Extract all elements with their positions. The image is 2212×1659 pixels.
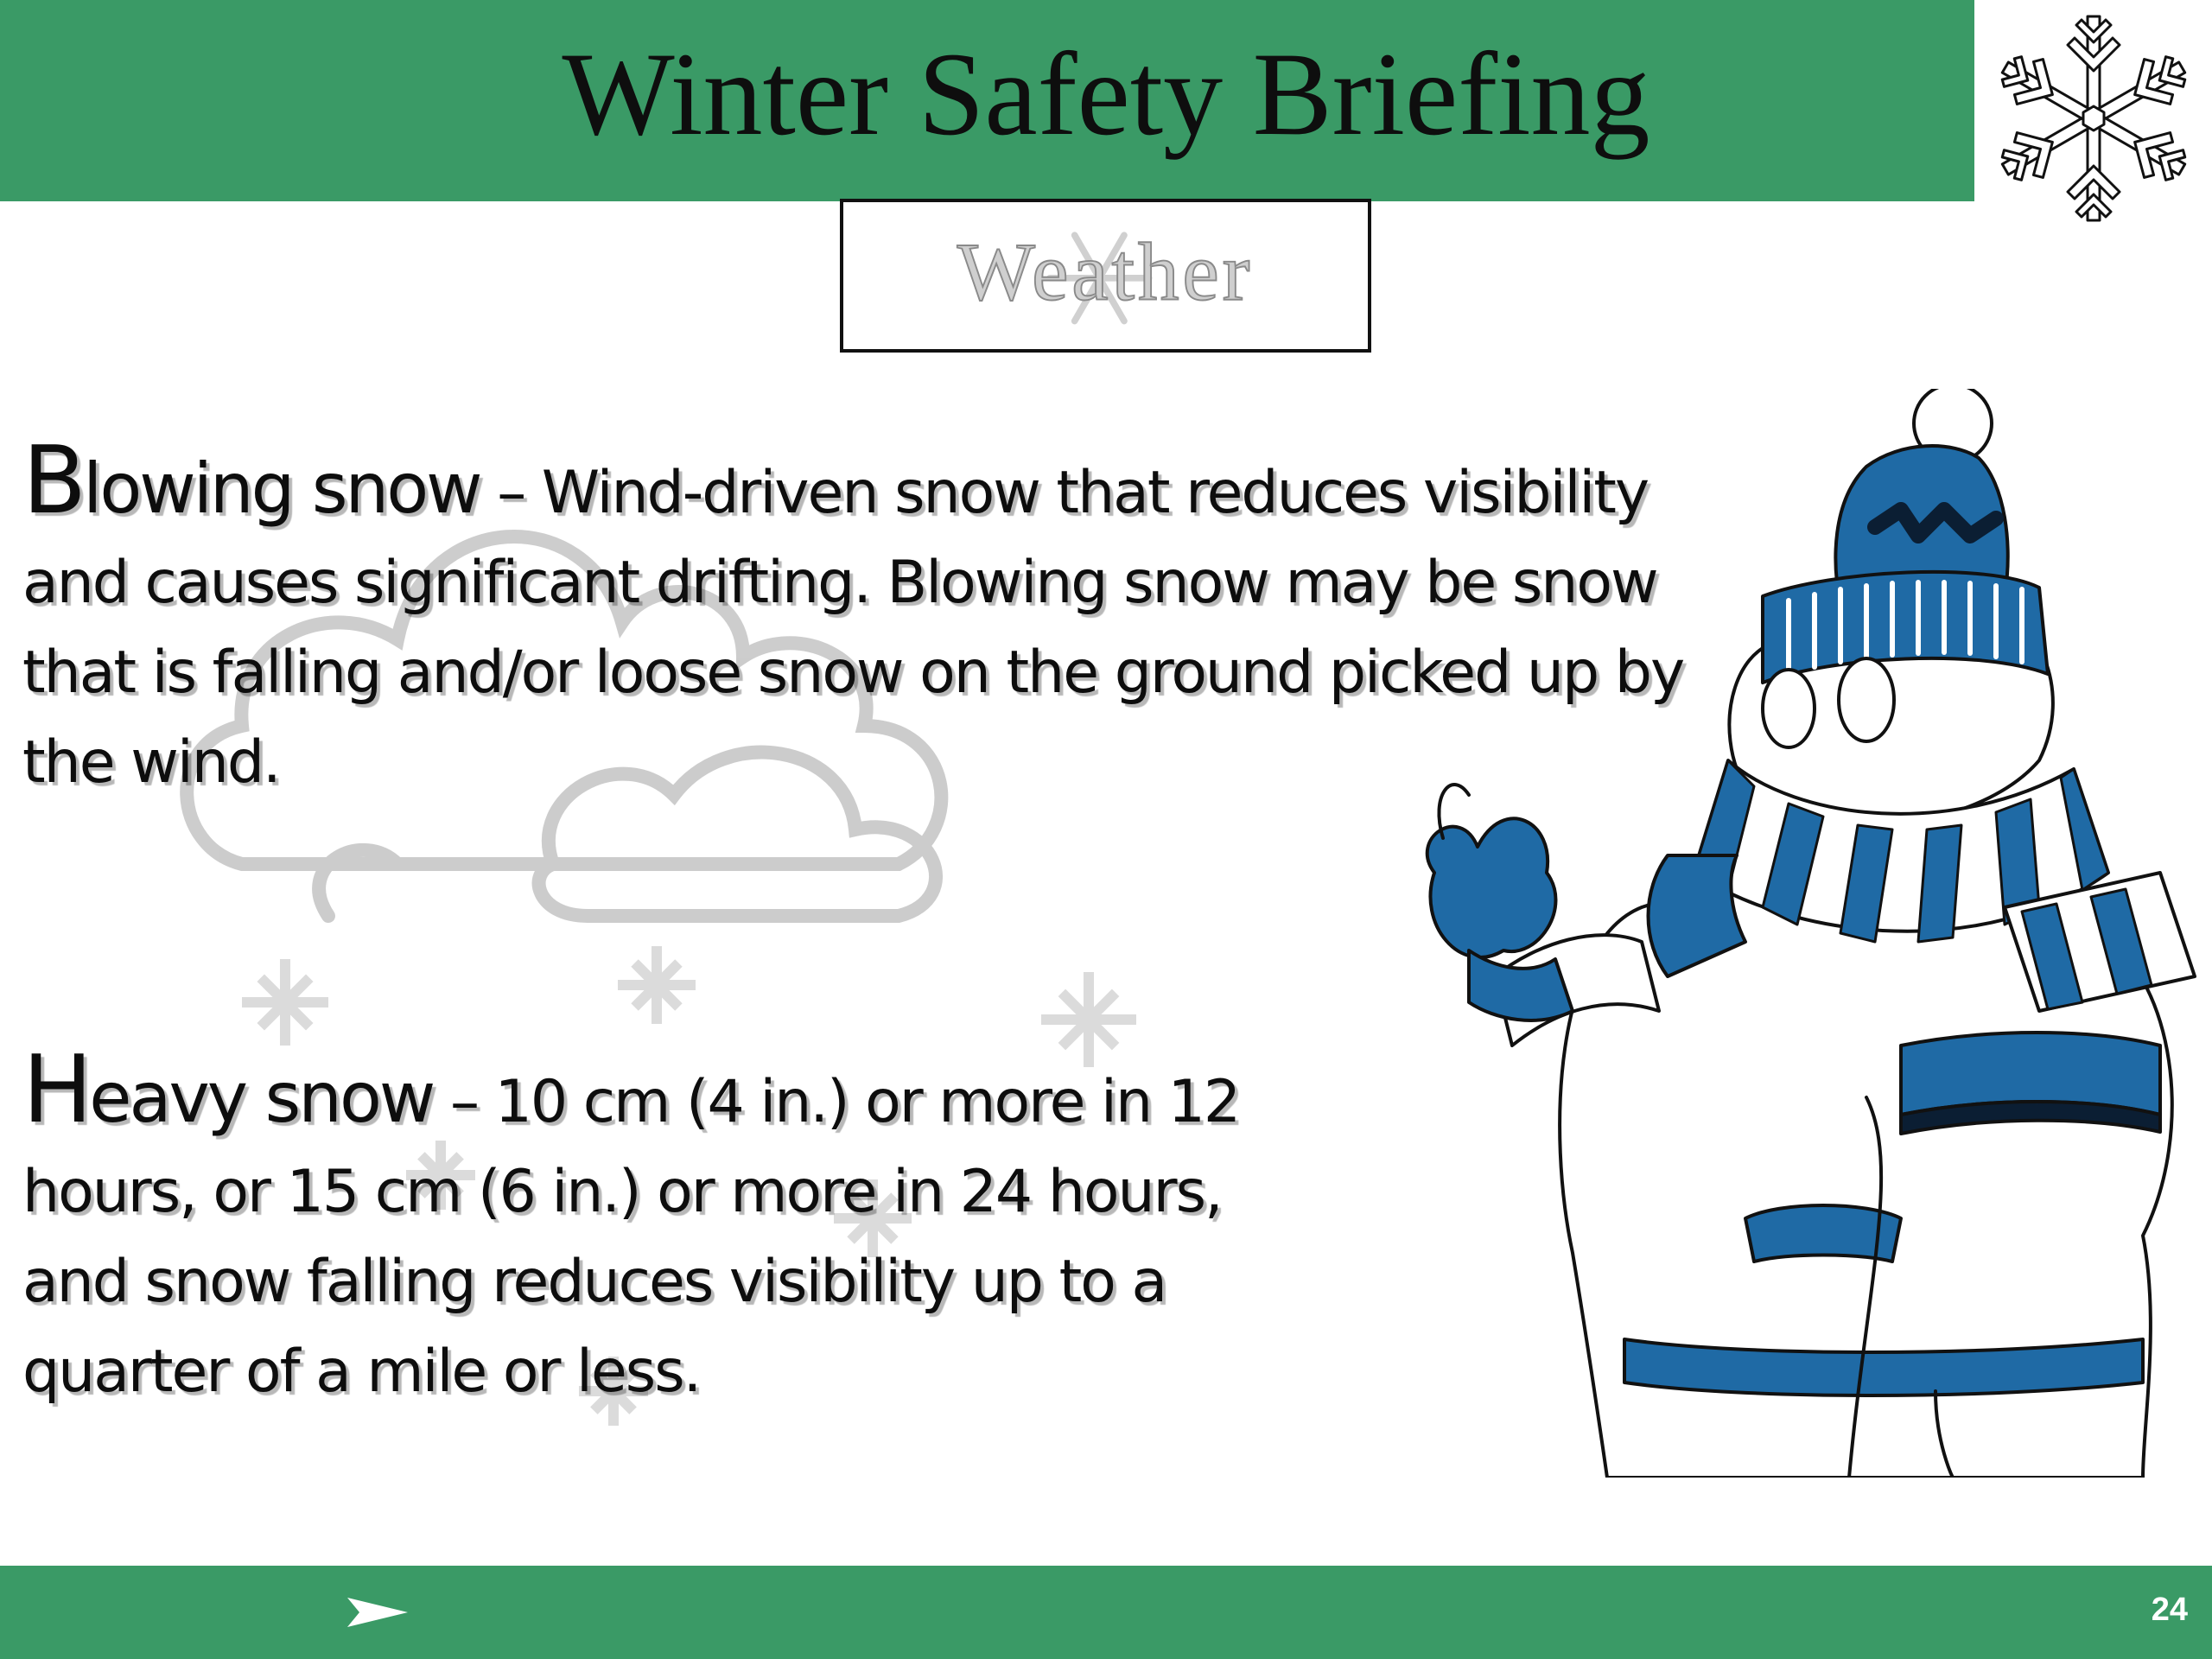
drop-letter: H xyxy=(22,1036,90,1144)
snowflake-icon xyxy=(1979,0,2212,238)
definition-blowing-snow xyxy=(22,427,1699,808)
term-dash: – xyxy=(480,459,542,527)
term-blowing-snow: lowing snow xyxy=(83,448,480,529)
footer-bar xyxy=(0,1566,2212,1659)
definition-text: 10 cm (4 in.) or more in 12 hours, or 15 cm (6 in.) or more in 24 hours, and snow falling reduces visibility up to a quarter of a mile or less. xyxy=(22,1068,1240,1406)
weather-logo xyxy=(840,199,1371,353)
page-number: 24 xyxy=(2151,1592,2188,1628)
weather-logo-graphic xyxy=(843,202,1368,349)
term-dash: – xyxy=(433,1068,495,1136)
weather-logo-text: Weather xyxy=(957,226,1254,318)
slide-title: Winter Safety Briefing xyxy=(562,28,1650,160)
term-heavy-snow: eavy snow xyxy=(89,1058,434,1138)
arrow-right-icon[interactable] xyxy=(347,1598,408,1627)
definition-heavy-snow xyxy=(22,1036,1249,1417)
drop-letter: B xyxy=(22,427,84,535)
definition-text: Wind-driven snow that reduces visibility and causes significant drifting. Blowing snow may be snow that is falling and/or loose snow on the ground picked up by the wind. xyxy=(22,459,1684,797)
